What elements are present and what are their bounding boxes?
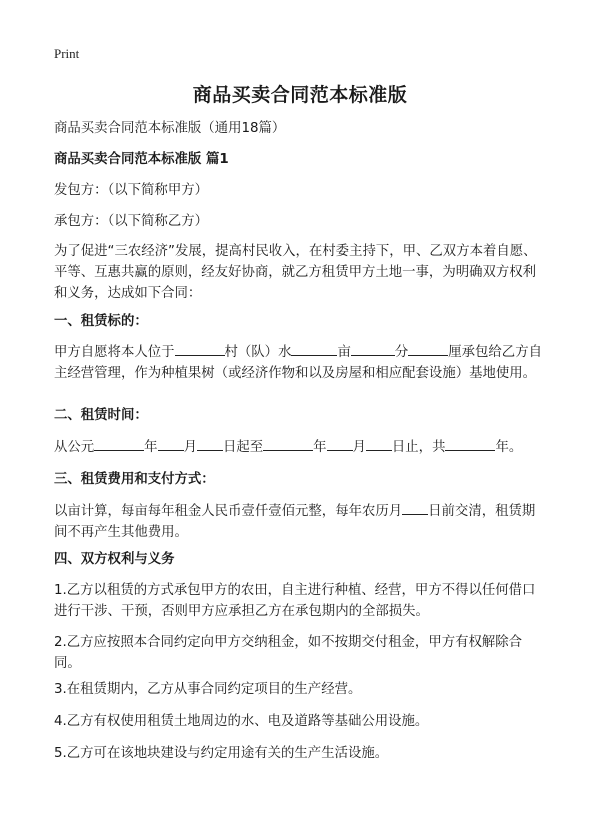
end-year-blank: [263, 436, 313, 451]
lease-subject-paragraph: [54, 341, 548, 384]
lease-term-text-h: 年。: [495, 440, 523, 455]
lease-subject-text-a: 甲方自愿将本人位于: [54, 345, 175, 360]
lease-subject-text-d: 分: [394, 345, 409, 360]
section-title: 商品买卖合同范本标准版 篇1: [54, 152, 229, 167]
party-b-line: 承包方：（以下简称乙方）: [54, 214, 208, 229]
document-subtitle: 商品买卖合同范本标准版（通用18篇）: [54, 121, 286, 136]
lease-subject-text-c: 亩: [337, 345, 351, 360]
start-year-blank: [94, 436, 144, 451]
fen-blank: [351, 341, 395, 356]
start-month-blank: [158, 436, 184, 451]
lease-term-text-c: 月: [183, 440, 197, 455]
end-month-blank: [327, 436, 353, 451]
rent-payment-text-a: 以亩计算，每亩每年租金人民币壹仟壹佰元整，每年农历月: [54, 504, 403, 519]
lease-term-paragraph: [54, 436, 548, 458]
list-item: 4.乙方有权使用租赁土地周边的水、电及道路等基础公用设施。: [54, 714, 429, 729]
list-item: 3.在租赁期内，乙方从事合同约定项目的生产经营。: [54, 682, 362, 697]
lease-term-text-b: 年: [144, 440, 158, 455]
heading-lease-term: 二、租赁时间：: [54, 408, 148, 423]
lease-subject-text-b: 村（队）水: [224, 345, 292, 360]
list-item: 5.乙方可在该地块建设与约定用途有关的生产生活设施。: [54, 746, 389, 761]
rent-payment-text-b: 日前交清，租赁期间不再产生其他费用。: [54, 504, 536, 540]
heading-rights-obligations: 四、双方权利与义务: [54, 552, 175, 567]
lease-term-text-e: 年: [313, 440, 327, 455]
village-blank: [175, 341, 225, 356]
rent-payment-paragraph: [54, 500, 548, 543]
lease-term-text-d: 日起至: [222, 440, 264, 455]
payment-day-blank: [402, 500, 428, 515]
heading-lease-subject: 一、租赁标的：: [54, 314, 148, 329]
lease-term-text-g: 日止，共: [391, 440, 446, 455]
list-item: 1.乙方以租赁的方式承包甲方的农田，自主进行种植、经营，甲方不得以任何借口进行干涉、干预，否则甲方应承担乙方在承包期内的全部损失。: [54, 583, 536, 619]
mu-blank: [291, 341, 337, 356]
li-blank: [408, 341, 448, 356]
lease-subject-text-e: 厘承包给乙方自主经营管理，作为种植果树（或经济作物和以及房屋和相应配套设施）基地使用。: [54, 345, 542, 381]
print-link[interactable]: Print: [54, 46, 80, 61]
list-item: 2.乙方应按照本合同约定向甲方交纳租金，如不按期交付租金，甲方有权解除合同。: [54, 635, 523, 671]
lease-term-text-a: 从公元: [54, 440, 95, 455]
total-years-blank: [445, 436, 495, 451]
end-day-blank: [366, 436, 392, 451]
lease-term-text-f: 月: [352, 440, 366, 455]
party-a-line: 发包方：（以下简称甲方）: [54, 183, 208, 198]
intro-paragraph: 为了促进“三农经济”发展，提高村民收入，在村委主持下，甲、乙双方本着自愿、平等、互惠共赢的原则，经友好协商，就乙方租赁甲方土地一事，为明确双方权利和义务，达成如下合同：: [54, 244, 537, 301]
heading-rent-payment: 三、租赁费用和支付方式：: [54, 472, 215, 487]
start-day-blank: [197, 436, 223, 451]
page-title: 商品买卖合同范本标准版: [192, 84, 408, 106]
